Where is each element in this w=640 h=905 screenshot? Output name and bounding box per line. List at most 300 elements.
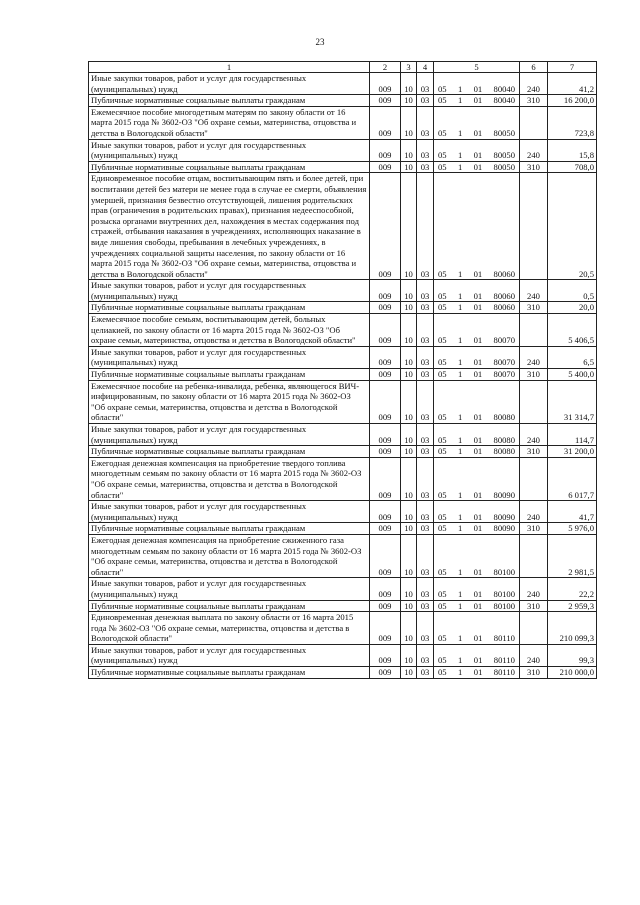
row-subsection-code: 03 bbox=[417, 578, 434, 600]
row-name: Ежемесячное пособие на ребенка-инвалида, ребенка, являющегося ВИЧ-инфицированным, по закону области от 16 марта 2015 года № 3602-ОЗ "Об охране семьи, материнства, отцовства и детства в Вологодской области" bbox=[89, 380, 370, 423]
target-code-part: 01 bbox=[473, 150, 483, 161]
target-code-part: 05 bbox=[438, 150, 447, 161]
budget-table bbox=[88, 61, 597, 679]
row-expense-type: 310 bbox=[520, 446, 548, 458]
target-code-part: 80090 bbox=[493, 511, 515, 522]
target-code-part: 05 bbox=[438, 588, 447, 599]
row-subsection-code: 03 bbox=[417, 95, 434, 107]
table-row bbox=[89, 667, 597, 679]
row-section-code: 10 bbox=[401, 380, 417, 423]
row-target-code bbox=[434, 600, 520, 612]
row-section-code: 10 bbox=[401, 644, 417, 666]
row-target-code bbox=[434, 578, 520, 600]
row-ministry-code: 009 bbox=[370, 457, 401, 500]
row-section-code: 10 bbox=[401, 161, 417, 173]
row-amount: 210 099,3 bbox=[548, 612, 597, 645]
row-subsection-code: 03 bbox=[417, 173, 434, 280]
row-expense-type bbox=[520, 173, 548, 280]
row-section-code: 10 bbox=[401, 446, 417, 458]
target-code-part: 80100 bbox=[493, 588, 515, 599]
row-ministry-code: 009 bbox=[370, 161, 401, 173]
row-name: Иные закупки товаров, работ и услуг для государственных (муниципальных) нужд bbox=[89, 644, 370, 666]
target-code-part: 01 bbox=[473, 357, 483, 368]
row-name: Иные закупки товаров, работ и услуг для государственных (муниципальных) нужд bbox=[89, 346, 370, 368]
target-code-part: 80070 bbox=[493, 335, 515, 346]
target-code-parts bbox=[436, 589, 517, 600]
row-target-code bbox=[434, 612, 520, 645]
target-code-part: 05 bbox=[438, 335, 447, 346]
target-code-parts bbox=[436, 667, 517, 678]
row-amount: 41,2 bbox=[548, 73, 597, 95]
target-code-parts bbox=[436, 302, 517, 313]
row-name: Иные закупки товаров, работ и услуг для государственных (муниципальных) нужд bbox=[89, 73, 370, 95]
row-target-code bbox=[434, 424, 520, 446]
target-code-parts bbox=[436, 446, 517, 457]
target-code-parts bbox=[436, 567, 517, 578]
row-section-code: 10 bbox=[401, 346, 417, 368]
row-name: Публичные нормативные социальные выплаты гражданам bbox=[89, 369, 370, 381]
row-section-code: 10 bbox=[401, 95, 417, 107]
table-row bbox=[89, 314, 597, 347]
header-row bbox=[89, 62, 597, 73]
row-subsection-code: 03 bbox=[417, 106, 434, 139]
target-code-part: 05 bbox=[438, 667, 447, 678]
target-code-part: 1 bbox=[457, 369, 463, 380]
target-code-part: 01 bbox=[473, 489, 483, 500]
target-code-part: 05 bbox=[438, 127, 447, 138]
column-header: 3 bbox=[401, 62, 417, 73]
target-code-parts bbox=[436, 523, 517, 534]
row-amount: 41,7 bbox=[548, 501, 597, 523]
row-name: Ежемесячное пособие многодетным матерям по закону области от 16 марта 2015 года № 3602-ОЗ "Об охране семьи, материнства, отцовства и детства в Вологодской области" bbox=[89, 106, 370, 139]
target-code-part: 80050 bbox=[493, 150, 515, 161]
row-target-code bbox=[434, 346, 520, 368]
target-code-part: 1 bbox=[457, 83, 463, 94]
row-section-code: 10 bbox=[401, 600, 417, 612]
target-code-parts bbox=[436, 633, 517, 644]
row-target-code bbox=[434, 369, 520, 381]
row-subsection-code: 03 bbox=[417, 139, 434, 161]
target-code-part: 01 bbox=[473, 302, 483, 313]
row-section-code: 10 bbox=[401, 302, 417, 314]
row-ministry-code: 009 bbox=[370, 446, 401, 458]
row-target-code bbox=[434, 280, 520, 302]
column-header: 1 bbox=[89, 62, 370, 73]
target-code-part: 1 bbox=[457, 150, 463, 161]
row-name: Публичные нормативные социальные выплаты гражданам bbox=[89, 302, 370, 314]
table-row bbox=[89, 280, 597, 302]
row-target-code bbox=[434, 314, 520, 347]
row-section-code: 10 bbox=[401, 523, 417, 535]
row-name: Иные закупки товаров, работ и услуг для государственных (муниципальных) нужд bbox=[89, 578, 370, 600]
row-name: Ежегодная денежная компенсация на приобретение сжиженного газа многодетным семьям по закону области от 16 марта 2015 года № 3602-ОЗ "Об охране семьи, материнства, отцовства и детства в Вологодской области" bbox=[89, 534, 370, 577]
table-row bbox=[89, 534, 597, 577]
row-expense-type: 310 bbox=[520, 600, 548, 612]
row-target-code bbox=[434, 161, 520, 173]
target-code-parts bbox=[436, 412, 517, 423]
row-amount: 22,2 bbox=[548, 578, 597, 600]
row-subsection-code: 03 bbox=[417, 314, 434, 347]
target-code-part: 01 bbox=[473, 434, 483, 445]
target-code-parts bbox=[436, 655, 517, 666]
row-expense-type: 310 bbox=[520, 369, 548, 381]
table-row bbox=[89, 446, 597, 458]
row-amount: 0,5 bbox=[548, 280, 597, 302]
target-code-part: 80040 bbox=[493, 95, 515, 106]
row-amount: 114,7 bbox=[548, 424, 597, 446]
row-expense-type bbox=[520, 314, 548, 347]
row-amount: 708,0 bbox=[548, 161, 597, 173]
row-name: Ежемесячное пособие семьям, воспитывающим детей, больных целиакией, по закону области от 16 марта 2015 года № 3602-ОЗ "Об охране семьи, материнства, отцовства и детства в Вологодской области" bbox=[89, 314, 370, 347]
table-row bbox=[89, 380, 597, 423]
table-row bbox=[89, 302, 597, 314]
row-section-code: 10 bbox=[401, 667, 417, 679]
row-target-code bbox=[434, 302, 520, 314]
table-row bbox=[89, 346, 597, 368]
target-code-part: 80110 bbox=[493, 667, 515, 678]
target-code-parts bbox=[436, 95, 517, 106]
row-name: Публичные нормативные социальные выплаты гражданам bbox=[89, 95, 370, 107]
target-code-part: 05 bbox=[438, 446, 447, 457]
row-subsection-code: 03 bbox=[417, 501, 434, 523]
row-ministry-code: 009 bbox=[370, 95, 401, 107]
row-target-code bbox=[434, 534, 520, 577]
target-code-parts bbox=[436, 335, 517, 346]
target-code-part: 1 bbox=[457, 290, 463, 301]
row-subsection-code: 03 bbox=[417, 380, 434, 423]
target-code-part: 1 bbox=[457, 127, 463, 138]
target-code-parts bbox=[436, 369, 517, 380]
row-section-code: 10 bbox=[401, 173, 417, 280]
target-code-part: 01 bbox=[473, 95, 483, 106]
target-code-part: 05 bbox=[438, 357, 447, 368]
row-ministry-code: 009 bbox=[370, 106, 401, 139]
target-code-part: 01 bbox=[473, 633, 483, 644]
target-code-part: 01 bbox=[473, 600, 483, 611]
target-code-part: 1 bbox=[458, 633, 463, 644]
row-amount: 31 200,0 bbox=[548, 446, 597, 458]
row-section-code: 10 bbox=[401, 73, 417, 95]
target-code-part: 05 bbox=[438, 290, 447, 301]
row-ministry-code: 009 bbox=[370, 501, 401, 523]
row-expense-type: 310 bbox=[520, 95, 548, 107]
row-subsection-code: 03 bbox=[417, 457, 434, 500]
row-expense-type: 310 bbox=[520, 302, 548, 314]
row-target-code bbox=[434, 501, 520, 523]
row-subsection-code: 03 bbox=[417, 600, 434, 612]
row-amount: 20,0 bbox=[548, 302, 597, 314]
table-row bbox=[89, 95, 597, 107]
target-code-part: 05 bbox=[438, 523, 447, 534]
row-amount: 5 406,5 bbox=[548, 314, 597, 347]
target-code-part: 1 bbox=[457, 95, 463, 106]
table-row bbox=[89, 523, 597, 535]
row-section-code: 10 bbox=[401, 106, 417, 139]
target-code-part: 1 bbox=[457, 268, 463, 279]
row-section-code: 10 bbox=[401, 457, 417, 500]
target-code-part: 01 bbox=[473, 667, 483, 678]
target-code-part: 1 bbox=[457, 357, 463, 368]
target-code-part: 1 bbox=[458, 667, 463, 678]
target-code-part: 01 bbox=[473, 83, 483, 94]
row-ministry-code: 009 bbox=[370, 302, 401, 314]
target-code-part: 05 bbox=[438, 83, 447, 94]
row-subsection-code: 03 bbox=[417, 534, 434, 577]
row-expense-type bbox=[520, 457, 548, 500]
target-code-part: 01 bbox=[473, 566, 483, 577]
row-ministry-code: 009 bbox=[370, 600, 401, 612]
row-subsection-code: 03 bbox=[417, 424, 434, 446]
row-amount: 6,5 bbox=[548, 346, 597, 368]
row-amount: 31 314,7 bbox=[548, 380, 597, 423]
row-section-code: 10 bbox=[401, 424, 417, 446]
target-code-part: 01 bbox=[473, 335, 483, 346]
target-code-part: 80060 bbox=[493, 302, 515, 313]
row-amount: 210 000,0 bbox=[548, 667, 597, 679]
row-expense-type: 240 bbox=[520, 139, 548, 161]
column-header: 7 bbox=[548, 62, 597, 73]
target-code-parts bbox=[436, 84, 517, 95]
row-subsection-code: 03 bbox=[417, 446, 434, 458]
target-code-part: 1 bbox=[458, 655, 463, 666]
row-subsection-code: 03 bbox=[417, 280, 434, 302]
target-code-part: 01 bbox=[473, 369, 483, 380]
row-subsection-code: 03 bbox=[417, 667, 434, 679]
row-expense-type: 310 bbox=[520, 161, 548, 173]
row-section-code: 10 bbox=[401, 612, 417, 645]
row-expense-type: 240 bbox=[520, 424, 548, 446]
page-number: 23 bbox=[315, 37, 325, 47]
target-code-part: 80080 bbox=[493, 446, 515, 457]
target-code-parts bbox=[436, 291, 517, 302]
row-expense-type bbox=[520, 380, 548, 423]
target-code-part: 01 bbox=[473, 127, 483, 138]
row-name: Единовременное пособие отцам, воспитывающим пять и более детей, при воспитании детей без матери не менее года в случае ее смерти, объявления умершей, признания безвестно отсутствующей, лишения родительских прав (ограничения в родительских правах), признания недееспособной, розыска органами внутренних дел, нахождения в местах содержания под стражей, отбывания наказания в учреждениях, исполняющих наказание в виде лишения свободы, пребывания в лечебных учреждениях, в учреждениях социальной защиты населения, по закону области от 16 марта 2015 года № 3602-ОЗ "Об охране семьи, материнства, отцовства и детства в Вологодской области" bbox=[89, 173, 370, 280]
target-code-part: 1 bbox=[457, 489, 463, 500]
table-row bbox=[89, 644, 597, 666]
target-code-part: 05 bbox=[438, 566, 447, 577]
row-target-code bbox=[434, 139, 520, 161]
row-amount: 15,8 bbox=[548, 139, 597, 161]
row-ministry-code: 009 bbox=[370, 173, 401, 280]
table-row bbox=[89, 173, 597, 280]
table-row bbox=[89, 457, 597, 500]
row-section-code: 10 bbox=[401, 139, 417, 161]
row-ministry-code: 009 bbox=[370, 346, 401, 368]
target-code-part: 1 bbox=[457, 523, 463, 534]
target-code-part: 05 bbox=[438, 302, 447, 313]
row-expense-type: 240 bbox=[520, 346, 548, 368]
row-subsection-code: 03 bbox=[417, 644, 434, 666]
row-name: Ежегодная денежная компенсация на приобретение твердого топлива многодетным семьям по закону области от 16 марта 2015 года № 3602-ОЗ "Об охране семьи, материнства, отцовства и детства в Вологодской области" bbox=[89, 457, 370, 500]
target-code-part: 05 bbox=[438, 655, 447, 666]
row-target-code bbox=[434, 446, 520, 458]
row-ministry-code: 009 bbox=[370, 667, 401, 679]
row-ministry-code: 009 bbox=[370, 73, 401, 95]
target-code-part: 1 bbox=[457, 511, 463, 522]
table-row bbox=[89, 600, 597, 612]
row-amount: 723,8 bbox=[548, 106, 597, 139]
target-code-part: 1 bbox=[457, 434, 463, 445]
table-row bbox=[89, 73, 597, 95]
row-subsection-code: 03 bbox=[417, 612, 434, 645]
target-code-part: 05 bbox=[438, 268, 447, 279]
target-code-part: 05 bbox=[438, 161, 447, 172]
target-code-parts bbox=[436, 512, 517, 523]
row-section-code: 10 bbox=[401, 534, 417, 577]
column-header: 2 bbox=[370, 62, 401, 73]
row-expense-type: 240 bbox=[520, 578, 548, 600]
target-code-parts bbox=[436, 269, 517, 280]
target-code-part: 80090 bbox=[493, 523, 515, 534]
target-code-part: 05 bbox=[438, 511, 447, 522]
row-target-code bbox=[434, 95, 520, 107]
row-ministry-code: 009 bbox=[370, 612, 401, 645]
row-expense-type bbox=[520, 534, 548, 577]
row-subsection-code: 03 bbox=[417, 369, 434, 381]
target-code-part: 80110 bbox=[493, 633, 515, 644]
target-code-part: 1 bbox=[457, 161, 463, 172]
target-code-part: 80110 bbox=[493, 655, 515, 666]
target-code-parts bbox=[436, 128, 517, 139]
target-code-part: 01 bbox=[473, 655, 483, 666]
row-target-code bbox=[434, 173, 520, 280]
row-ministry-code: 009 bbox=[370, 578, 401, 600]
row-name: Иные закупки товаров, работ и услуг для государственных (муниципальных) нужд bbox=[89, 501, 370, 523]
table-row bbox=[89, 161, 597, 173]
row-amount: 2 959,3 bbox=[548, 600, 597, 612]
target-code-parts bbox=[436, 435, 517, 446]
target-code-part: 1 bbox=[457, 588, 463, 599]
target-code-part: 01 bbox=[473, 588, 483, 599]
row-ministry-code: 009 bbox=[370, 280, 401, 302]
row-expense-type: 240 bbox=[520, 73, 548, 95]
target-code-part: 80040 bbox=[493, 83, 515, 94]
row-ministry-code: 009 bbox=[370, 644, 401, 666]
row-ministry-code: 009 bbox=[370, 380, 401, 423]
row-amount: 6 017,7 bbox=[548, 457, 597, 500]
row-expense-type bbox=[520, 612, 548, 645]
table-row bbox=[89, 369, 597, 381]
row-amount: 5 400,0 bbox=[548, 369, 597, 381]
target-code-part: 80050 bbox=[493, 161, 515, 172]
target-code-part: 05 bbox=[438, 369, 447, 380]
target-code-parts bbox=[436, 601, 517, 612]
row-subsection-code: 03 bbox=[417, 302, 434, 314]
row-subsection-code: 03 bbox=[417, 161, 434, 173]
row-expense-type bbox=[520, 106, 548, 139]
row-ministry-code: 009 bbox=[370, 424, 401, 446]
table-row bbox=[89, 501, 597, 523]
row-name: Публичные нормативные социальные выплаты гражданам bbox=[89, 523, 370, 535]
target-code-part: 80060 bbox=[493, 290, 515, 301]
row-amount: 99,3 bbox=[548, 644, 597, 666]
target-code-part: 05 bbox=[438, 489, 447, 500]
target-code-parts bbox=[436, 150, 517, 161]
row-ministry-code: 009 bbox=[370, 314, 401, 347]
row-expense-type: 310 bbox=[520, 667, 548, 679]
table-row bbox=[89, 612, 597, 645]
target-code-part: 05 bbox=[438, 95, 447, 106]
target-code-part: 01 bbox=[473, 161, 483, 172]
row-expense-type: 240 bbox=[520, 280, 548, 302]
target-code-part: 05 bbox=[438, 412, 447, 423]
target-code-part: 80100 bbox=[493, 566, 515, 577]
row-target-code bbox=[434, 106, 520, 139]
table-row bbox=[89, 139, 597, 161]
target-code-part: 01 bbox=[473, 446, 483, 457]
row-ministry-code: 009 bbox=[370, 523, 401, 535]
row-section-code: 10 bbox=[401, 369, 417, 381]
row-ministry-code: 009 bbox=[370, 369, 401, 381]
target-code-part: 01 bbox=[473, 290, 483, 301]
target-code-part: 80060 bbox=[493, 268, 515, 279]
row-section-code: 10 bbox=[401, 280, 417, 302]
row-amount: 2 981,5 bbox=[548, 534, 597, 577]
target-code-part: 80080 bbox=[493, 434, 515, 445]
column-header: 5 bbox=[434, 62, 520, 73]
target-code-part: 1 bbox=[457, 566, 463, 577]
table-row bbox=[89, 424, 597, 446]
row-amount: 5 976,0 bbox=[548, 523, 597, 535]
row-expense-type: 240 bbox=[520, 644, 548, 666]
target-code-part: 05 bbox=[438, 633, 447, 644]
target-code-part: 80050 bbox=[493, 127, 515, 138]
target-code-part: 80090 bbox=[493, 489, 515, 500]
target-code-part: 80080 bbox=[493, 412, 515, 423]
row-subsection-code: 03 bbox=[417, 73, 434, 95]
target-code-part: 01 bbox=[473, 268, 483, 279]
target-code-parts bbox=[436, 357, 517, 368]
target-code-part: 1 bbox=[457, 412, 463, 423]
target-code-parts bbox=[436, 490, 517, 501]
row-target-code bbox=[434, 457, 520, 500]
row-subsection-code: 03 bbox=[417, 346, 434, 368]
target-code-part: 80100 bbox=[493, 600, 515, 611]
target-code-part: 80070 bbox=[493, 357, 515, 368]
target-code-part: 1 bbox=[457, 335, 463, 346]
row-subsection-code: 03 bbox=[417, 523, 434, 535]
row-expense-type: 240 bbox=[520, 501, 548, 523]
row-name: Публичные нормативные социальные выплаты гражданам bbox=[89, 600, 370, 612]
row-target-code bbox=[434, 667, 520, 679]
target-code-part: 05 bbox=[438, 600, 447, 611]
row-name: Иные закупки товаров, работ и услуг для государственных (муниципальных) нужд bbox=[89, 424, 370, 446]
table-row bbox=[89, 578, 597, 600]
target-code-part: 1 bbox=[457, 302, 463, 313]
target-code-part: 1 bbox=[457, 600, 463, 611]
row-section-code: 10 bbox=[401, 314, 417, 347]
target-code-part: 01 bbox=[473, 412, 483, 423]
row-name: Единовременная денежная выплата по закону области от 16 марта 2015 года № 3602-ОЗ "Об охране семьи, материнства, отцовства и детства в Вологодской области" bbox=[89, 612, 370, 645]
target-code-part: 05 bbox=[438, 434, 447, 445]
row-ministry-code: 009 bbox=[370, 534, 401, 577]
row-expense-type: 310 bbox=[520, 523, 548, 535]
row-target-code bbox=[434, 73, 520, 95]
row-name: Иные закупки товаров, работ и услуг для государственных (муниципальных) нужд bbox=[89, 280, 370, 302]
row-ministry-code: 009 bbox=[370, 139, 401, 161]
target-code-parts bbox=[436, 162, 517, 173]
target-code-part: 01 bbox=[473, 523, 483, 534]
row-name: Публичные нормативные социальные выплаты гражданам bbox=[89, 446, 370, 458]
row-amount: 16 200,0 bbox=[548, 95, 597, 107]
target-code-part: 01 bbox=[473, 511, 483, 522]
target-code-part: 80070 bbox=[493, 369, 515, 380]
row-target-code bbox=[434, 644, 520, 666]
row-target-code bbox=[434, 523, 520, 535]
row-section-code: 10 bbox=[401, 578, 417, 600]
row-name: Иные закупки товаров, работ и услуг для государственных (муниципальных) нужд bbox=[89, 139, 370, 161]
